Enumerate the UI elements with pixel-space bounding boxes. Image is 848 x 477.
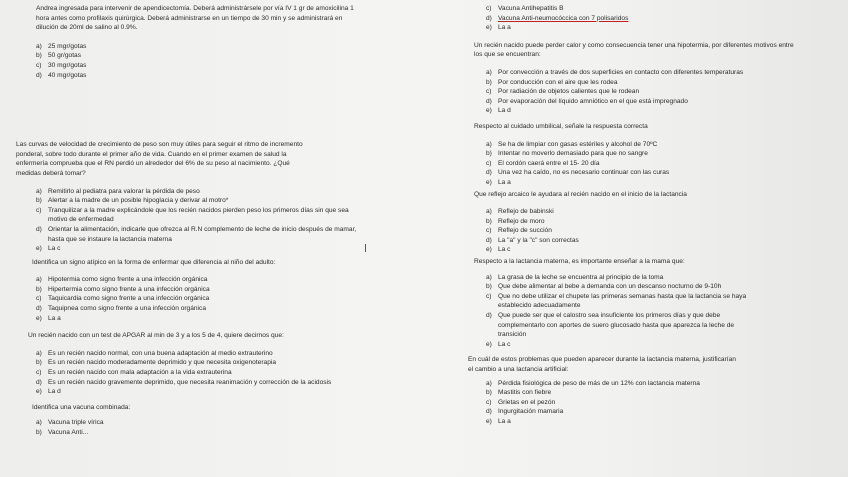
question-2 [16, 140, 366, 254]
option: d) Que puede ser que el calostro sea insuficiente los primeros días y que debe complementarlo con aportes de suero glucosado hasta que aparezca la leche de transición [486, 312, 735, 339]
option: c) Que no debe utilizar el chupete las primeras semanas hasta que la lactancia se haya establecido adecuadamente [486, 292, 747, 310]
question-1 [36, 4, 366, 80]
option: b) Mastitis con fiebre [486, 389, 552, 397]
question-stem: Un recién nacido puede perder calor y como consecuencia tener una hipotermia, por diferentes motivos entre los que se encuentran: [474, 41, 794, 59]
options-list [36, 187, 366, 254]
right-column [468, 4, 794, 427]
question-stem: Andrea ingresada para intervenir de apendicectomía. Deberá administrársele por vía IV 1 gr de amoxicilina 1 hora antes como profilaxis quirúrgica. Deberá administrarse en un tiempo de 30 min y se administrará en dilución de 20ml de salino al 0.9%. [36, 5, 354, 32]
option: a) Vacuna triple vírica [36, 419, 104, 427]
question-stem: Las curvas de velocidad de crecimiento de peso son muy útiles para seguir el ritmo de incremento ponderal, sobre todo durante el primer año de vida. Cuando en el primer examen de salud la enfermería comprueba que el RN perdió un alrededor del 6% de su peso al nacimiento. ¿Qué medidas deberá tomar? [16, 141, 303, 177]
options-list [36, 42, 366, 80]
option: d) Orientar la alimentación, indicarle que ofrezca al R.N complemento de leche de inicio después de mamar, hasta que se instaure la lactancia materna [36, 225, 357, 243]
option: a) Hipotermia como signo frente a una infección orgánica [36, 276, 208, 284]
option: a) Se ha de limpiar con gasas estériles y alcohol de 70ºC [486, 140, 658, 148]
question-stem: Respecto al cuidado umbilical, señale la respuesta correcta [474, 122, 648, 130]
option: d) Taquipnea como signo frente a una infección orgánica [36, 305, 206, 313]
option: b) 50 gr/gotas [36, 52, 81, 60]
option: c) Reflejo de succión [486, 227, 552, 235]
option: b) Por conducción con el aire que les rodea [486, 78, 618, 86]
option: e) La a [486, 178, 511, 186]
option: e) La a [36, 314, 61, 322]
option: d) Es un recién nacido gravemente deprimido, que necesita reanimación y corrección de la acidosis [36, 378, 332, 386]
options-list [474, 273, 756, 350]
question-stem: Respecto a la lactancia materna, es importante enseñar a la mama que: [474, 258, 685, 266]
option: b) Alertar a la madre de un posible hipoglacia y derivar al motro* [36, 197, 229, 205]
options-list [474, 140, 794, 188]
option: e) La a [486, 24, 511, 32]
question-8 [474, 190, 794, 256]
question-stem: En cuál de estos problemas que pueden aparecer durante la lactancia materna, justificarían el cambio a una lactancia artificial: [468, 356, 736, 373]
option: c) Vacuna Antihepatitis B [486, 5, 564, 12]
option: b) Intentar no moverlo demasiado para que no sangre [486, 150, 648, 158]
option: d) Por evaporación del líquido amniótico en el que está impregnado [486, 97, 688, 105]
option: a) Es un recién nacido normal, con una buena adaptación al medio extrauterino [36, 349, 273, 357]
option: a) La grasa de la leche se encuentra al principio de la toma [486, 273, 664, 281]
option: b) Es un recién nacido moderadamente deprimido y que necesita oxigenoterapia [36, 359, 276, 367]
option: a) Reflejo de babinski [486, 208, 554, 216]
question-10 [468, 355, 794, 426]
options-list [474, 379, 794, 427]
question-6 [474, 41, 794, 116]
option: d) 40 mgr/gotas [36, 71, 87, 79]
question-5 [32, 403, 366, 438]
option: c) Taquicardia como signo frente a una infección orgánica [36, 295, 210, 303]
question-stem: Un recién nacido con un test de APGAR al min de 3 y a los 5 de 4, quiere decirnos que: [28, 332, 284, 340]
option: e) La c [486, 340, 511, 348]
option: c) Es un recién nacido con mala adaptación a la vida extrauterina [36, 369, 232, 377]
question-stem: Identifica un signo atípico en la forma de enfermar que diferencia al niño del adulto: [32, 258, 276, 266]
options-list [474, 207, 794, 255]
options-list [36, 275, 366, 323]
option: e) La a [486, 417, 511, 425]
text-cursor-icon [365, 244, 366, 252]
option: d) Ingurgitación mamaria [486, 408, 564, 416]
option: d) La "a" y la "c" son correctas [486, 236, 579, 244]
option: c) Grietas en el pezón [486, 398, 556, 406]
option: e) La c [486, 246, 511, 254]
option: b) Hipertermia como signo frente a una infección orgánica [36, 285, 210, 293]
option: c) Por radiación de objetos calientes que le rodean [486, 88, 640, 96]
options-list [36, 349, 336, 397]
option: a) Por convección a través de dos superficies en contacto con diferentes temperaturas [486, 68, 744, 76]
option: d) Vacuna Anti-neumocóccica con 7 polisaridos [486, 14, 629, 22]
options-list [474, 4, 794, 33]
option: b) Vacuna Anti... [36, 429, 89, 436]
question-9 [474, 257, 794, 349]
option: e) La d [486, 107, 511, 115]
question-7 [474, 122, 794, 188]
option: b) Que debe alimentar al bebe a demanda con un descanso nocturno de 9-10h [486, 283, 722, 291]
option: a) 25 mgr/gotas [36, 42, 87, 50]
option: c) El cordón caerá entre el 15- 20 día [486, 159, 600, 167]
option: c) 30 mgr/gotas [36, 61, 87, 69]
question-3 [32, 258, 366, 324]
options-list [36, 418, 366, 437]
option: c) Tranquilizar a la madre explicándole que los recién nacidos pierden peso los primeros días sin que sea motivo de enfermedad [36, 206, 349, 224]
question-4 [28, 331, 366, 397]
question-stem: Identifica una vacuna combinada: [32, 403, 131, 411]
left-column [16, 4, 366, 438]
option: e) La d [36, 388, 61, 396]
option: b) Reflejo de moro [486, 217, 545, 225]
option: d) Una vez ha caído, no es necesario continuar con las curas [486, 169, 670, 177]
option: e) La c [36, 244, 366, 254]
question-stem: Que reflejo arcaico le ayudara al recién nacido en el inicio de la lactancia [474, 190, 687, 198]
question-5-continued [474, 4, 794, 33]
option: a) Remitirlo al pediatra para valorar la pérdida de peso [36, 187, 200, 195]
options-list [474, 68, 816, 116]
option: a) Pérdida fisiológica de peso de más de un 12% con lactancia materna [486, 379, 700, 387]
